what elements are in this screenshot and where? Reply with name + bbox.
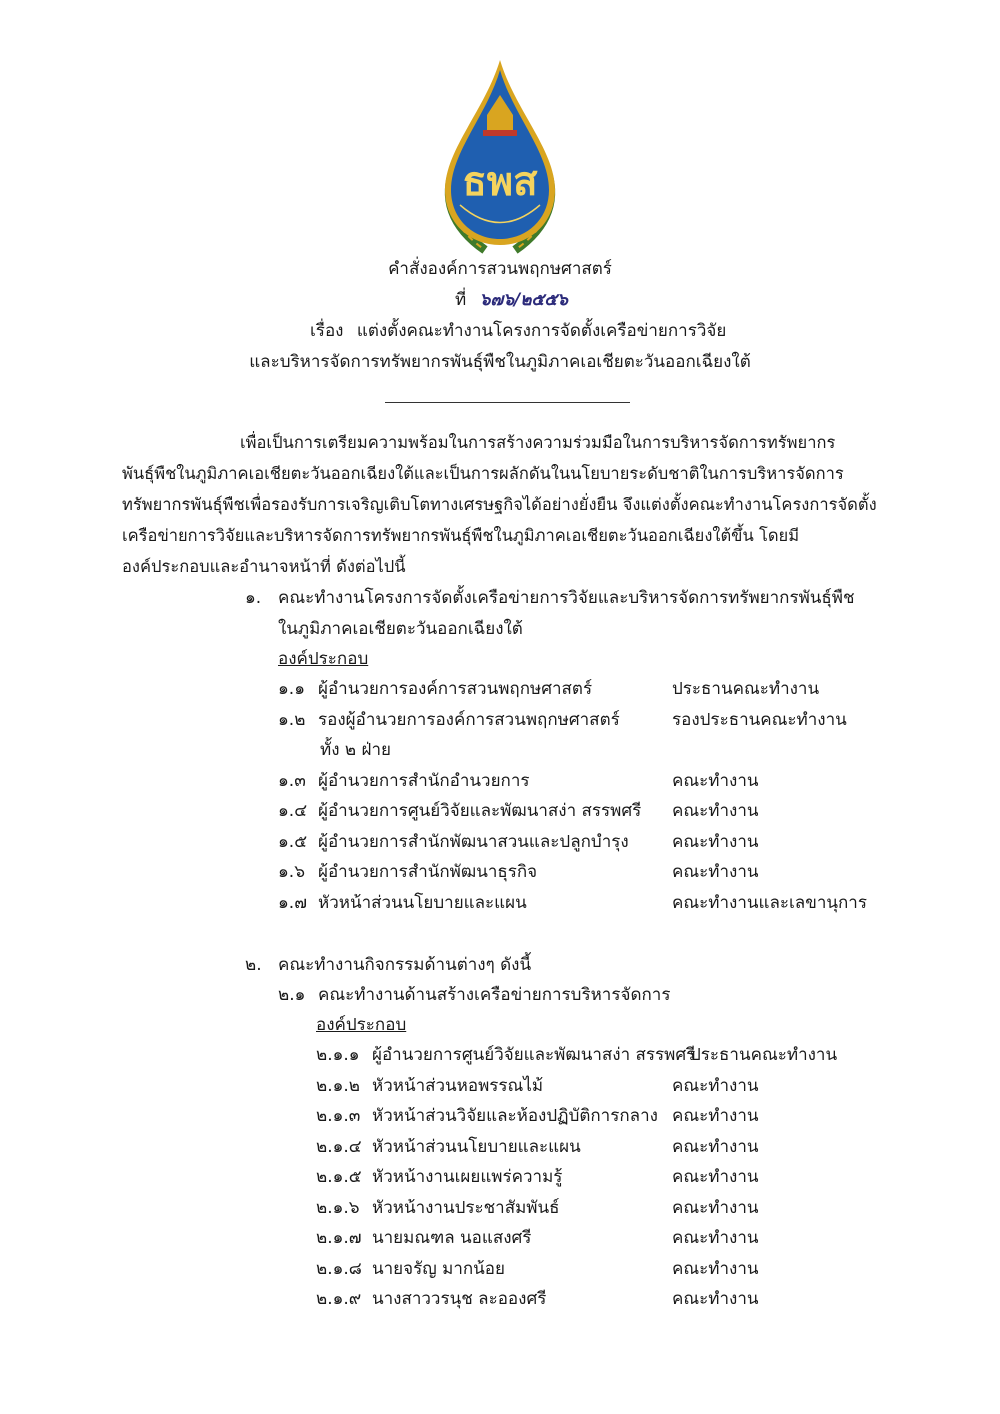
list-item-role: คณะทำงาน xyxy=(672,832,759,852)
order-number-label: ที่ xyxy=(455,290,467,310)
section-1-title-2: ในภูมิภาคเอเชียตะวันออกเฉียงใต้ xyxy=(278,619,523,639)
list-item-num: ๒.๑.๔ xyxy=(316,1137,362,1157)
intro-line-1: เพื่อเป็นการเตรียมความพร้อมในการสร้างความร่วมมือในการบริหารจัดการทรัพยากร xyxy=(240,433,836,452)
list-item-name: ผู้อำนวยการสำนักพัฒนาสวนและปลูกบำรุง xyxy=(318,832,629,852)
order-number xyxy=(455,289,568,311)
list-item-role: คณะทำงาน xyxy=(672,801,759,821)
section-2-1-title: คณะทำงานด้านสร้างเครือข่ายการบริหารจัดการ xyxy=(318,985,671,1005)
list-item-num: ๑.๔ xyxy=(278,801,308,821)
list-item-role: คณะทำงาน xyxy=(672,862,759,882)
list-item-num: ๒.๑.๕ xyxy=(316,1167,362,1187)
list-item-name: ผู้อำนวยการองค์การสวนพฤกษศาสตร์ xyxy=(318,679,593,699)
list-item-role: คณะทำงาน xyxy=(672,771,759,791)
intro-line-4: เครือข่ายการวิจัยและบริหารจัดการทรัพยากรพันธุ์พืชในภูมิภาคเอเชียตะวันออกเฉียงใต้ขึ้น โดยมี xyxy=(122,526,800,545)
organization-logo xyxy=(425,55,575,255)
list-item-role: คณะทำงาน xyxy=(672,1167,759,1187)
list-item-num: ๑.๓ xyxy=(278,771,306,791)
list-item-name: ผู้อำนวยการสำนักพัฒนาธุรกิจ xyxy=(318,862,538,882)
list-item-num: ๒.๑.๙ xyxy=(316,1289,362,1309)
list-item-role: คณะทำงาน xyxy=(672,1106,759,1126)
list-item-num: ๑.๑ xyxy=(278,679,305,699)
list-item-name: หัวหน้าส่วนนโยบายและแผน xyxy=(318,893,527,913)
list-item-name: นางสาววรนุช ละอองศรี xyxy=(372,1289,547,1309)
section-1-number: ๑. xyxy=(245,588,262,608)
list-item-role: ประธานคณะทำงาน xyxy=(690,1045,838,1065)
order-number-value: ๖๗๖/๒๕๕๖ xyxy=(479,290,568,310)
list-item-num: ๑.๖ xyxy=(278,862,305,882)
list-item-name: ผู้อำนวยการสำนักอำนวยการ xyxy=(318,771,530,791)
list-item-num: ๒.๑.๘ xyxy=(316,1259,362,1279)
list-item-role: คณะทำงาน xyxy=(672,1228,759,1248)
list-item-name: นายจรัญ มากน้อย xyxy=(372,1259,505,1279)
subject-text-1: แต่งตั้งคณะทำงานโครงการจัดตั้งเครือข่ายการวิจัย xyxy=(356,321,727,341)
intro-line-2: พันธุ์พืชในภูมิภาคเอเชียตะวันออกเฉียงใต้และเป็นการผลักดันในนโยบายระดับชาติในการบริหารจัดการ xyxy=(122,464,844,483)
list-item-role: คณะทำงาน xyxy=(672,1198,759,1218)
list-item-role: รองประธานคณะทำงาน xyxy=(672,710,847,730)
list-item-num: ๒.๑.๗ xyxy=(316,1228,362,1248)
list-item-name: ผู้อำนวยการศูนย์วิจัยและพัฒนาสง่า สรรพศรี xyxy=(372,1045,696,1065)
list-item-num: ๒.๑.๑ xyxy=(316,1045,360,1065)
list-item-name: หัวหน้าส่วนหอพรรณไม้ xyxy=(372,1076,544,1096)
intro-line-3: ทรัพยากรพันธุ์พืชเพื่อรองรับการเจริญเติบโตทางเศรษฐกิจได้อย่างยั่งยืน จึงแต่งตั้งคณะทำงานโครงการจัดตั้ง xyxy=(122,495,877,514)
list-item-num: ๑.๕ xyxy=(278,832,308,852)
list-item-role: คณะทำงาน xyxy=(672,1259,759,1279)
order-title: คำสั่งองค์การสวนพฤกษศาสตร์ xyxy=(388,259,612,279)
subject-line-1 xyxy=(310,320,726,342)
list-item-name-continued: ทั้ง ๒ ฝ่าย xyxy=(320,740,391,760)
section-2-number: ๒. xyxy=(245,955,262,975)
section-2-composition-label: องค์ประกอบ xyxy=(316,1015,407,1035)
list-item-name: ผู้อำนวยการศูนย์วิจัยและพัฒนาสง่า สรรพศรี xyxy=(318,801,642,821)
list-item-num: ๒.๑.๖ xyxy=(316,1198,360,1218)
section-2-title: คณะทำงานกิจกรรมด้านต่างๆ ดังนี้ xyxy=(278,955,532,975)
list-item-role: คณะทำงานและเลขานุการ xyxy=(672,893,867,913)
list-item-name: หัวหน้าส่วนนโยบายและแผน xyxy=(372,1137,581,1157)
subject-text-2: และบริหารจัดการทรัพยากรพันธุ์พืชในภูมิภาคเอเชียตะวันออกเฉียงใต้ xyxy=(249,352,751,372)
list-item-name: รองผู้อำนวยการองค์การสวนพฤกษศาสตร์ xyxy=(318,710,620,730)
list-item-name: หัวหน้างานประชาสัมพันธ์ xyxy=(372,1198,560,1218)
list-item-num: ๑.๗ xyxy=(278,893,307,913)
list-item-num: ๒.๑.๓ xyxy=(316,1106,361,1126)
list-item-name: หัวหน้าส่วนวิจัยและห้องปฏิบัติการกลาง xyxy=(372,1106,658,1126)
subject-label: เรื่อง xyxy=(310,321,344,341)
list-item-role: ประธานคณะทำงาน xyxy=(672,679,820,699)
list-item-role: คณะทำงาน xyxy=(672,1137,759,1157)
section-1-composition-label: องค์ประกอบ xyxy=(278,649,369,669)
list-item-role: คณะทำงาน xyxy=(672,1289,759,1309)
section-1-title-1: คณะทำงานโครงการจัดตั้งเครือข่ายการวิจัยและบริหารจัดการทรัพยากรพันธุ์พืช xyxy=(278,588,855,608)
list-item-name: หัวหน้างานเผยแพร่ความรู้ xyxy=(372,1167,563,1187)
list-item-num: ๒.๑.๒ xyxy=(316,1076,361,1096)
list-item-num: ๑.๒ xyxy=(278,710,306,730)
header-divider xyxy=(385,402,630,403)
intro-line-5: องค์ประกอบและอำนาจหน้าที่ ดังต่อไปนี้ xyxy=(122,557,406,576)
list-item-role: คณะทำงาน xyxy=(672,1076,759,1096)
svg-text:ธพส: ธพส xyxy=(462,158,538,205)
list-item-name: นายมณฑล นอแสงศรี xyxy=(372,1228,532,1248)
section-2-1-number: ๒.๑ xyxy=(278,985,306,1005)
